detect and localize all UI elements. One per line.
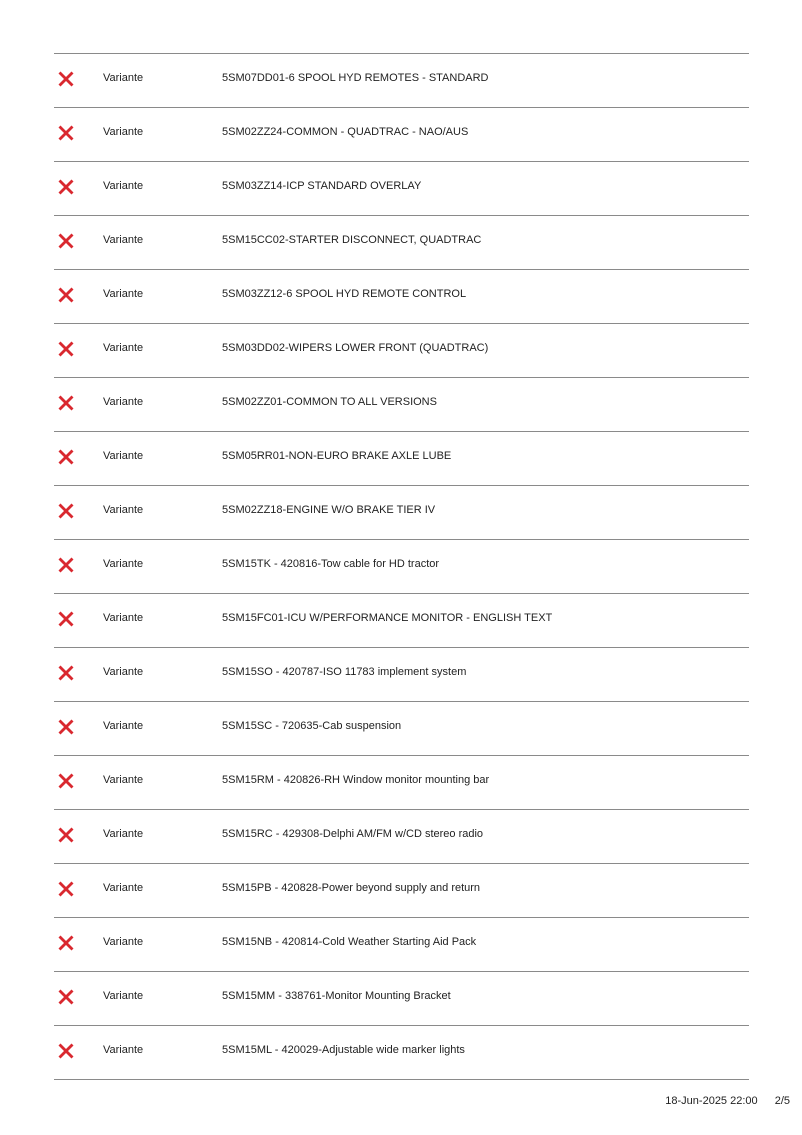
row-type-label: Variante [103, 234, 144, 246]
row-type-label: Variante [103, 342, 144, 354]
cross-icon [57, 556, 75, 574]
footer-timestamp: 18-Jun-2025 22:00 [665, 1095, 758, 1107]
row-description: 5SM15ML - 420029-Adjustable wide marker lights [222, 1044, 465, 1056]
cross-icon [57, 880, 75, 898]
list-item [54, 864, 749, 918]
row-description: 5SM15RM - 420826-RH Window monitor mounting bar [222, 774, 490, 786]
cross-icon [57, 664, 75, 682]
row-type-label: Variante [103, 396, 144, 408]
row-type-label: Variante [103, 72, 144, 84]
row-description: 5SM15TK - 420816-Tow cable for HD tractor [222, 558, 440, 570]
row-description: 5SM02ZZ01-COMMON TO ALL VERSIONS [222, 396, 437, 408]
list-item [54, 540, 749, 594]
cross-icon [57, 178, 75, 196]
row-type-label: Variante [103, 936, 144, 948]
row-type-label: Variante [103, 288, 144, 300]
row-type-label: Variante [103, 774, 144, 786]
row-description: 5SM15SO - 420787-ISO 11783 implement system [222, 666, 467, 678]
cross-icon [57, 772, 75, 790]
row-type-label: Variante [103, 180, 144, 192]
row-type-label: Variante [103, 126, 144, 138]
row-type-label: Variante [103, 558, 144, 570]
row-type-label: Variante [103, 882, 144, 894]
cross-icon [57, 934, 75, 952]
page-number: 2/5 [774, 1095, 790, 1107]
list-item [54, 432, 749, 486]
row-type-label: Variante [103, 990, 144, 1002]
list-item [54, 486, 749, 540]
row-description: 5SM03ZZ14-ICP STANDARD OVERLAY [222, 180, 422, 192]
cross-icon [57, 1042, 75, 1060]
cross-icon [57, 394, 75, 412]
list-item [54, 648, 749, 702]
cross-icon [57, 286, 75, 304]
list-item [54, 270, 749, 324]
list-item [54, 756, 749, 810]
row-description: 5SM03DD02-WIPERS LOWER FRONT (QUADTRAC) [222, 342, 489, 354]
row-description: 5SM15NB - 420814-Cold Weather Starting Aid Pack [222, 936, 477, 948]
list-item [54, 108, 749, 162]
cross-icon [57, 232, 75, 250]
list-item [54, 162, 749, 216]
cross-icon [57, 340, 75, 358]
cross-icon [57, 448, 75, 466]
row-description: 5SM02ZZ18-ENGINE W/O BRAKE TIER IV [222, 504, 436, 516]
row-description: 5SM05RR01-NON-EURO BRAKE AXLE LUBE [222, 450, 452, 462]
list-item [54, 216, 749, 270]
row-description: 5SM15RC - 429308-Delphi AM/FM w/CD stereo radio [222, 828, 484, 840]
list-item [54, 1026, 749, 1080]
list-item [54, 324, 749, 378]
row-type-label: Variante [103, 1044, 144, 1056]
row-description: 5SM15MM - 338761-Monitor Mounting Bracket [222, 990, 451, 1002]
row-description: 5SM15FC01-ICU W/PERFORMANCE MONITOR - ENGLISH TEXT [222, 612, 553, 624]
list-item [54, 918, 749, 972]
cross-icon [57, 610, 75, 628]
list-item [54, 702, 749, 756]
row-type-label: Variante [103, 504, 144, 516]
row-description: 5SM15SC - 720635-Cab suspension [222, 720, 402, 732]
list-item [54, 54, 749, 108]
cross-icon [57, 988, 75, 1006]
cross-icon [57, 124, 75, 142]
page-footer [665, 1094, 790, 1108]
list-item [54, 972, 749, 1026]
row-type-label: Variante [103, 720, 144, 732]
row-description: 5SM02ZZ24-COMMON - QUADTRAC - NAO/AUS [222, 126, 469, 138]
row-type-label: Variante [103, 828, 144, 840]
row-description: 5SM15CC02-STARTER DISCONNECT, QUADTRAC [222, 234, 482, 246]
cross-icon [57, 718, 75, 736]
row-description: 5SM15PB - 420828-Power beyond supply and return [222, 882, 481, 894]
row-description: 5SM07DD01-6 SPOOL HYD REMOTES - STANDARD [222, 72, 489, 84]
list-item [54, 594, 749, 648]
row-type-label: Variante [103, 450, 144, 462]
row-type-label: Variante [103, 612, 144, 624]
cross-icon [57, 70, 75, 88]
row-description: 5SM03ZZ12-6 SPOOL HYD REMOTE CONTROL [222, 288, 467, 300]
list-item [54, 378, 749, 432]
list-item [54, 810, 749, 864]
cross-icon [57, 826, 75, 844]
variant-list [54, 53, 749, 1080]
cross-icon [57, 502, 75, 520]
row-type-label: Variante [103, 666, 144, 678]
